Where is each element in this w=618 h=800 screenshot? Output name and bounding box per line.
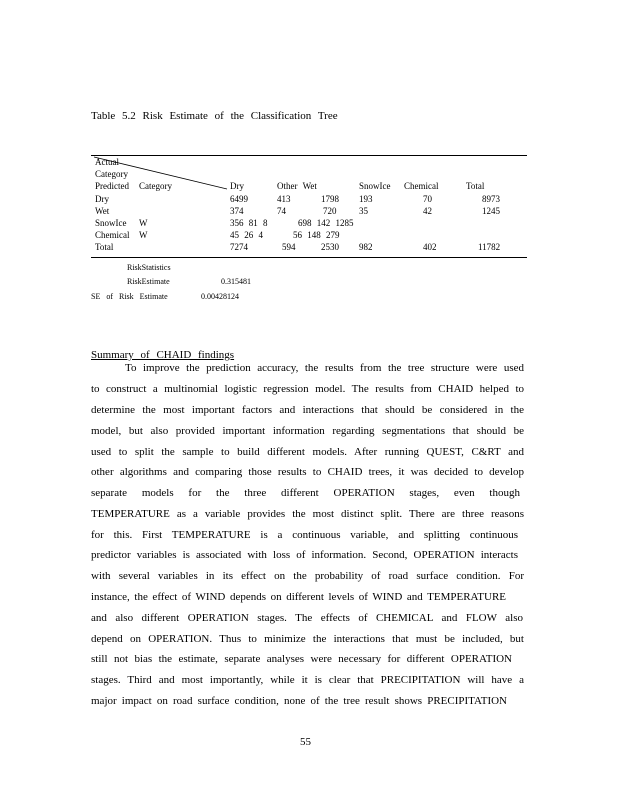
table-cell: 74 xyxy=(277,206,286,216)
paragraph-line: TEMPERATURE as a variable provides the most distinct split. There are three reasons xyxy=(91,508,524,520)
paragraph-line: separate models for the three different OPERATION stages, even though xyxy=(91,487,520,499)
table-cell: 374 xyxy=(230,206,244,216)
table-cell: 7274 xyxy=(230,242,248,252)
row-label-total: Total xyxy=(95,242,114,252)
table-cell-merged: 356 81 8 xyxy=(230,218,268,228)
table-cell: 35 xyxy=(359,206,368,216)
paragraph-line: major impact on road surface condition, none of the tree result shows PRECIPITATION xyxy=(91,695,507,707)
row-extra: W xyxy=(139,218,148,228)
table-cell: 2530 xyxy=(321,242,339,252)
paragraph-line: determine the most important factors and interactions that should be considered in the xyxy=(91,404,524,416)
table-cell: 70 xyxy=(423,194,432,204)
se-risk-estimate-value: 0.00428124 xyxy=(201,292,239,301)
paragraph-line: To improve the prediction accuracy, the results from the tree structure were used xyxy=(125,362,524,374)
paragraph-line: stages. Third and most importantly, while it is clear that PRECIPITATION will have a xyxy=(91,674,524,686)
table-cell: 402 xyxy=(423,242,437,252)
col-header-dry: Dry xyxy=(230,181,244,191)
row-extra: W xyxy=(139,230,148,240)
paragraph-line: depend on OPERATION. Thus to minimize the interactions that must be included, but xyxy=(91,633,524,645)
table-caption: Table 5.2 Risk Estimate of the Classification Tree xyxy=(91,110,338,122)
risk-statistics-label: RiskStatistics xyxy=(127,263,171,272)
table-cell: 1245 xyxy=(482,206,500,216)
table-cell: 11782 xyxy=(478,242,501,252)
table-cell-merged: 56 148 279 xyxy=(293,230,340,240)
corner-predicted-category: Category xyxy=(139,181,172,191)
paragraph-line: and also different OPERATION stages. The effects of CHEMICAL and FLOW also xyxy=(91,612,523,624)
row-label-dry: Dry xyxy=(95,194,109,204)
table-cell: 6499 xyxy=(230,194,248,204)
paragraph-line: other algorithms and comparing those results to CHAID trees, it was decided to develop xyxy=(91,466,524,478)
row-label-wet: Wet xyxy=(95,206,110,216)
risk-estimate-label: RiskEstimate xyxy=(127,277,170,286)
page-number: 55 xyxy=(300,736,311,748)
paragraph-line: to construct a multinomial logistic regression model. The results from CHAID helped to xyxy=(91,383,524,395)
paragraph-line: model, but also provided important information regarding segmentations that should be xyxy=(91,425,524,437)
col-header-snowice: SnowIce xyxy=(359,181,391,191)
table-cell: 413 xyxy=(277,194,291,204)
row-label-chemical: Chemical xyxy=(95,230,130,240)
table-cell: 982 xyxy=(359,242,373,252)
risk-estimate-value: 0.315481 xyxy=(221,277,251,286)
paragraph-line: still not bias the estimate, separate analyses were necessary for different OPERATION xyxy=(91,653,512,665)
paragraph-line: for this. First TEMPERATURE is a continuous variable, and splitting continuous xyxy=(91,529,518,541)
corner-actual-label: Actual xyxy=(95,157,119,167)
table-cell: 42 xyxy=(423,206,432,216)
corner-predicted-label: Predicted xyxy=(95,181,129,191)
paragraph-line: used to split the sample to build different models. After running QUEST, C&RT and xyxy=(91,446,524,458)
paragraph-line: with several variables in its effect on the probability of road surface condition. For xyxy=(91,570,524,582)
table-cell: 720 xyxy=(323,206,337,216)
corner-category-label: Category xyxy=(95,169,128,179)
table-cell: 193 xyxy=(359,194,373,204)
row-label-snowice: SnowIce xyxy=(95,218,127,228)
se-risk-estimate-label: SE of Risk Estimate xyxy=(91,292,168,301)
col-header-total: Total xyxy=(466,181,485,191)
col-header-other-wet: Other Wet xyxy=(277,181,317,191)
paragraph-line: predictor variables is associated with loss of information. Second, OPERATION interacts xyxy=(91,549,518,561)
table-cell: 1798 xyxy=(321,194,339,204)
table-bottom-rule xyxy=(91,257,527,258)
paragraph-line: instance, the effect of WIND depends on different levels of WIND and TEMPERATURE xyxy=(91,591,506,603)
section-heading: Summary of CHAID findings xyxy=(91,349,235,361)
table-cell: 8973 xyxy=(482,194,500,204)
table-cell-merged: 45 26 4 xyxy=(230,230,263,240)
table-cell-merged: 698 142 1285 xyxy=(298,218,354,228)
table-cell: 594 xyxy=(282,242,296,252)
col-header-chemical: Chemical xyxy=(404,181,439,191)
